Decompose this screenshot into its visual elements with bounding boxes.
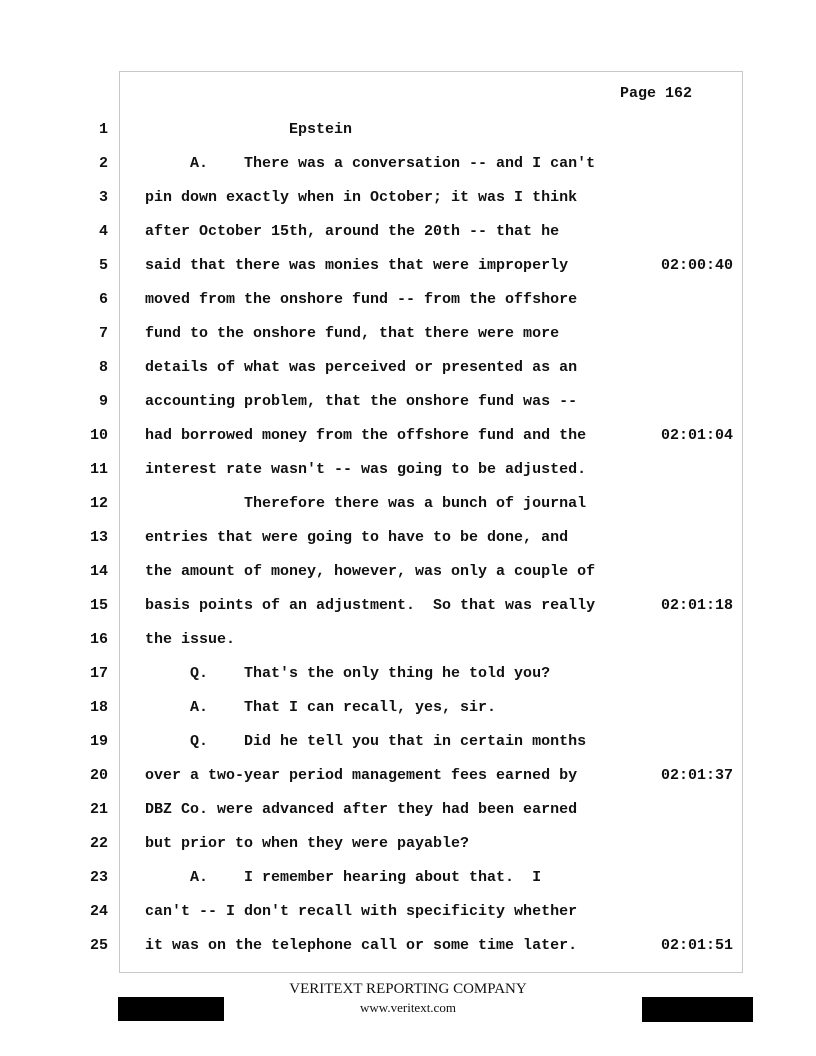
line-text: DBZ Co. were advanced after they had been earned <box>145 801 578 818</box>
line-text: accounting problem, that the onshore fund was -- <box>145 393 578 410</box>
line-number: 24 <box>89 903 108 920</box>
line-number: 1 <box>98 121 108 138</box>
transcript-line <box>0 256 816 290</box>
line-number: 17 <box>89 665 108 682</box>
line-text: entries that were going to have to be done, and <box>145 529 569 546</box>
line-number: 20 <box>89 767 108 784</box>
line-text: after October 15th, around the 20th -- that he <box>145 223 560 240</box>
line-number: 8 <box>98 359 108 376</box>
timestamp: 02:01:18 <box>661 597 734 614</box>
line-text: A. I remember hearing about that. I <box>145 869 542 886</box>
redaction-block-right <box>642 997 753 1022</box>
transcript-line <box>0 630 816 664</box>
line-text: said that there was monies that were improperly <box>145 257 569 274</box>
transcript-line <box>0 188 816 222</box>
transcript-line <box>0 460 816 494</box>
transcript-line <box>0 732 816 766</box>
line-number: 21 <box>89 801 108 818</box>
transcript-line <box>0 358 816 392</box>
line-text: but prior to when they were payable? <box>145 835 470 852</box>
line-text: over a two-year period management fees earned by <box>145 767 578 784</box>
timestamp: 02:01:51 <box>661 937 734 954</box>
line-text: basis points of an adjustment. So that was really <box>145 597 596 614</box>
transcript-line <box>0 120 816 154</box>
line-text: fund to the onshore fund, that there were more <box>145 325 560 342</box>
line-number: 22 <box>89 835 108 852</box>
transcript-line <box>0 868 816 902</box>
line-number: 16 <box>89 631 108 648</box>
transcript-line <box>0 494 816 528</box>
transcript-line <box>0 222 816 256</box>
transcript-line <box>0 324 816 358</box>
line-number: 15 <box>89 597 108 614</box>
timestamp: 02:00:40 <box>661 257 734 274</box>
transcript-line <box>0 154 816 188</box>
line-text: interest rate wasn't -- was going to be adjusted. <box>145 461 587 478</box>
footer-url: www.veritext.com <box>360 1000 456 1015</box>
line-text: details of what was perceived or presented as an <box>145 359 578 376</box>
line-number: 7 <box>98 325 108 342</box>
line-text: Q. Did he tell you that in certain months <box>145 733 587 750</box>
line-number: 12 <box>89 495 108 512</box>
transcript-line <box>0 290 816 324</box>
line-text: moved from the onshore fund -- from the offshore <box>145 291 578 308</box>
line-number: 2 <box>98 155 108 172</box>
line-text: pin down exactly when in October; it was I think <box>145 189 578 206</box>
line-text: the amount of money, however, was only a couple of <box>145 563 596 580</box>
transcript-line <box>0 596 816 630</box>
transcript-line <box>0 766 816 800</box>
transcript-line <box>0 800 816 834</box>
line-text: Epstein <box>145 121 353 138</box>
redaction-block-left <box>118 997 224 1021</box>
line-number: 23 <box>89 869 108 886</box>
line-number: 3 <box>98 189 108 206</box>
timestamp: 02:01:04 <box>661 427 734 444</box>
line-number: 4 <box>98 223 108 240</box>
line-text: the issue. <box>145 631 236 648</box>
line-text: A. There was a conversation -- and I can't <box>145 155 596 172</box>
timestamp: 02:01:37 <box>661 767 734 784</box>
line-number: 14 <box>89 563 108 580</box>
line-text: can't -- I don't recall with specificity whether <box>145 903 578 920</box>
line-text: Q. That's the only thing he told you? <box>145 665 551 682</box>
line-text: it was on the telephone call or some time later. <box>145 937 578 954</box>
line-number: 18 <box>89 699 108 716</box>
line-number: 25 <box>89 937 108 954</box>
line-number: 19 <box>89 733 108 750</box>
transcript-line <box>0 834 816 868</box>
line-number: 13 <box>89 529 108 546</box>
line-number: 11 <box>89 461 108 478</box>
transcript-line <box>0 426 816 460</box>
line-number: 10 <box>89 427 108 444</box>
page-number: Page 162 <box>620 85 693 102</box>
line-text: Therefore there was a bunch of journal <box>145 495 587 512</box>
transcript-line <box>0 698 816 732</box>
line-number: 9 <box>98 393 108 410</box>
transcript-line <box>0 902 816 936</box>
line-text: A. That I can recall, yes, sir. <box>145 699 497 716</box>
transcript-line <box>0 936 816 970</box>
line-number: 5 <box>98 257 108 274</box>
footer-company: VERITEXT REPORTING COMPANY <box>289 981 527 997</box>
line-number: 6 <box>98 291 108 308</box>
transcript-line <box>0 664 816 698</box>
transcript-line <box>0 562 816 596</box>
transcript-line <box>0 392 816 426</box>
line-text: had borrowed money from the offshore fund and the <box>145 427 587 444</box>
transcript-line <box>0 528 816 562</box>
